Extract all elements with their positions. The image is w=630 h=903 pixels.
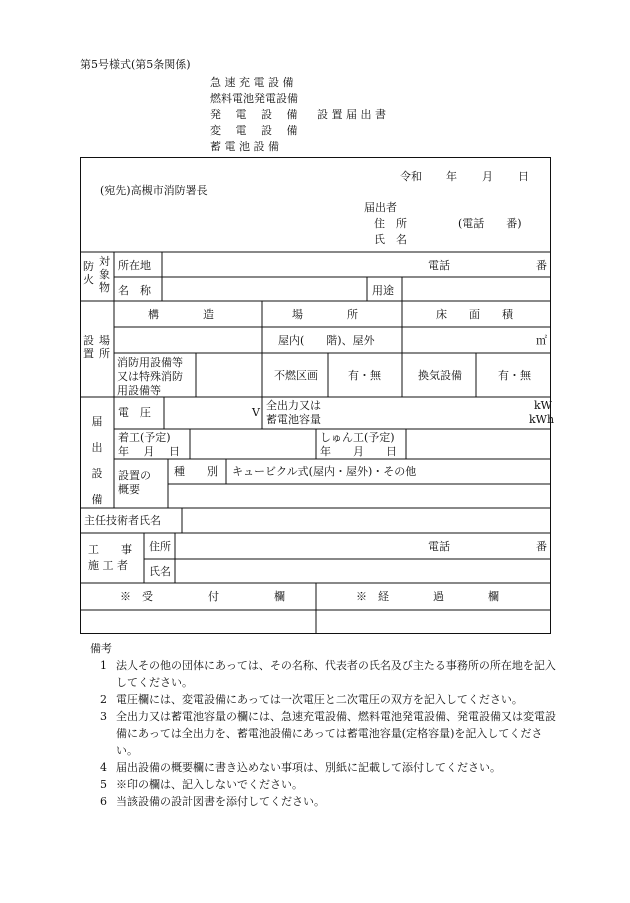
note-item: [88, 759, 558, 776]
form-id: 第5号様式(第5条関係): [80, 58, 191, 71]
start-date-label: 着工(予定): [118, 431, 171, 444]
note-text: 当該設備の設計図書を添付してください。: [116, 795, 325, 808]
note-number: 5: [100, 778, 107, 791]
applicant-name-label: 氏 名: [374, 233, 407, 246]
title-line-2: 燃料電池発電設備: [210, 92, 298, 105]
contractor-label-2: 施 工 者: [88, 559, 128, 572]
date-era: 令和: [400, 170, 422, 183]
overview-label-2: 概要: [118, 483, 140, 496]
note-item: [88, 708, 558, 759]
site-m2-unit: ㎡: [536, 334, 547, 347]
target-location-label: 所在地: [118, 259, 151, 272]
completion-date-ymd: 年 月 日: [320, 445, 397, 458]
contractor-name-label: 氏名: [149, 565, 171, 578]
target-name-label: 名 称: [118, 284, 151, 297]
site-indoor-outdoor: 屋内( 階)、屋外: [278, 334, 375, 347]
note-item: [88, 793, 558, 810]
title-line-5: 蓄 電 池 設 備: [210, 140, 279, 153]
target-label-a: 防火: [83, 260, 94, 286]
nonflammable-partition-label: 不燃区画: [274, 369, 318, 382]
ventilation-label: 換気設備: [418, 369, 462, 382]
title-line-4: 変 電 設 備: [210, 124, 298, 137]
notes-section: [88, 640, 558, 810]
reception-column-header: ※ 受 付 欄: [120, 590, 285, 603]
contractor-ban-label: 番: [536, 540, 547, 553]
fire-equipment-line-1: 消防用設備等: [117, 356, 183, 369]
note-item: [88, 691, 558, 708]
target-phone-label: 電話: [428, 259, 450, 272]
applicant-label: 届出者: [364, 201, 397, 214]
title-line-1: 急 速 充 電 設 備: [210, 76, 294, 89]
note-number: 1: [100, 659, 107, 672]
ventilation-yes-no: 有・無: [498, 369, 531, 382]
title-suffix: 設 置 届 出 書: [317, 108, 386, 121]
output-label-1: 全出力又は: [266, 399, 321, 412]
note-item: [88, 776, 558, 793]
note-item: [88, 657, 558, 691]
note-number: 2: [100, 693, 107, 706]
application-form: [80, 157, 555, 634]
note-number: 4: [100, 761, 107, 774]
voltage-label: 電 圧: [118, 406, 151, 419]
date-year: 年: [446, 170, 457, 183]
note-number: 6: [100, 795, 107, 808]
title-line-3: 発 電 設 備: [210, 108, 298, 121]
site-structure-header: 構 造: [148, 308, 214, 321]
note-text: ※印の欄は、記入しないでください。: [116, 778, 303, 791]
contractor-label-1: 工 事: [88, 543, 132, 556]
progress-column-header: ※ 経 過 欄: [356, 590, 499, 603]
equipment-type-options: キュービクル式(屋内・屋外)・その他: [232, 465, 417, 478]
equipment-type-label: 種 別: [174, 465, 218, 478]
output-kw-unit: kW: [534, 399, 552, 412]
note-text: 電圧欄には、変電設備にあっては一次電圧と二次電圧の双方を記入してください。: [116, 693, 523, 706]
contractor-phone-label: 電話: [428, 540, 450, 553]
fire-equipment-line-3: 用設備等: [117, 384, 161, 397]
note-number: 3: [100, 710, 107, 723]
overview-label-1: 設置の: [118, 469, 151, 482]
completion-date-label: しゅん工(予定): [320, 431, 395, 444]
site-floor-area-header: 床 面 積: [436, 308, 513, 321]
site-place-header: 場 所: [292, 308, 358, 321]
date-month: 月: [482, 170, 493, 183]
contractor-address-label: 住所: [149, 540, 171, 553]
site-label-a: 設置: [83, 334, 94, 360]
chief-engineer-label: 主任技術者氏名: [84, 514, 161, 527]
note-text: 届出設備の概要欄に書き込めない事項は、別紙に記載して添付してください。: [116, 761, 501, 774]
addressee: (宛先)高槻市消防署長: [100, 184, 208, 197]
nonflammable-yes-no: 有・無: [348, 369, 381, 382]
start-date-ymd: 年 月 日: [118, 445, 180, 458]
applicant-address-label: 住 所: [374, 217, 407, 230]
note-text: 法人その他の団体にあっては、その名称、代表者の氏名及び主たる事務所の所在地を記入してください。: [116, 659, 556, 689]
output-label-2: 蓄電池容量: [266, 413, 321, 426]
applicant-phone-label: (電話 番): [458, 217, 522, 230]
notes-title: 備考: [90, 642, 112, 655]
site-label-b: 場所: [99, 334, 110, 360]
note-text: 全出力又は蓄電池容量の欄には、急速充電設備、燃料電池発電設備、発電設備又は変電設備にあっては全出力を、蓄電池設備にあっては蓄電池容量(定格容量)を記入してください。: [116, 710, 556, 757]
target-use-label: 用途: [372, 284, 394, 297]
target-ban-label: 番: [536, 259, 547, 272]
voltage-unit: V: [252, 406, 260, 419]
output-kwh-unit: kWh: [529, 413, 555, 426]
target-label-b: 対象物: [99, 255, 110, 294]
date-day: 日: [518, 170, 529, 183]
fire-equipment-line-2: 又は特殊消防: [117, 370, 183, 383]
equipment-label: 届出設備: [91, 415, 103, 506]
